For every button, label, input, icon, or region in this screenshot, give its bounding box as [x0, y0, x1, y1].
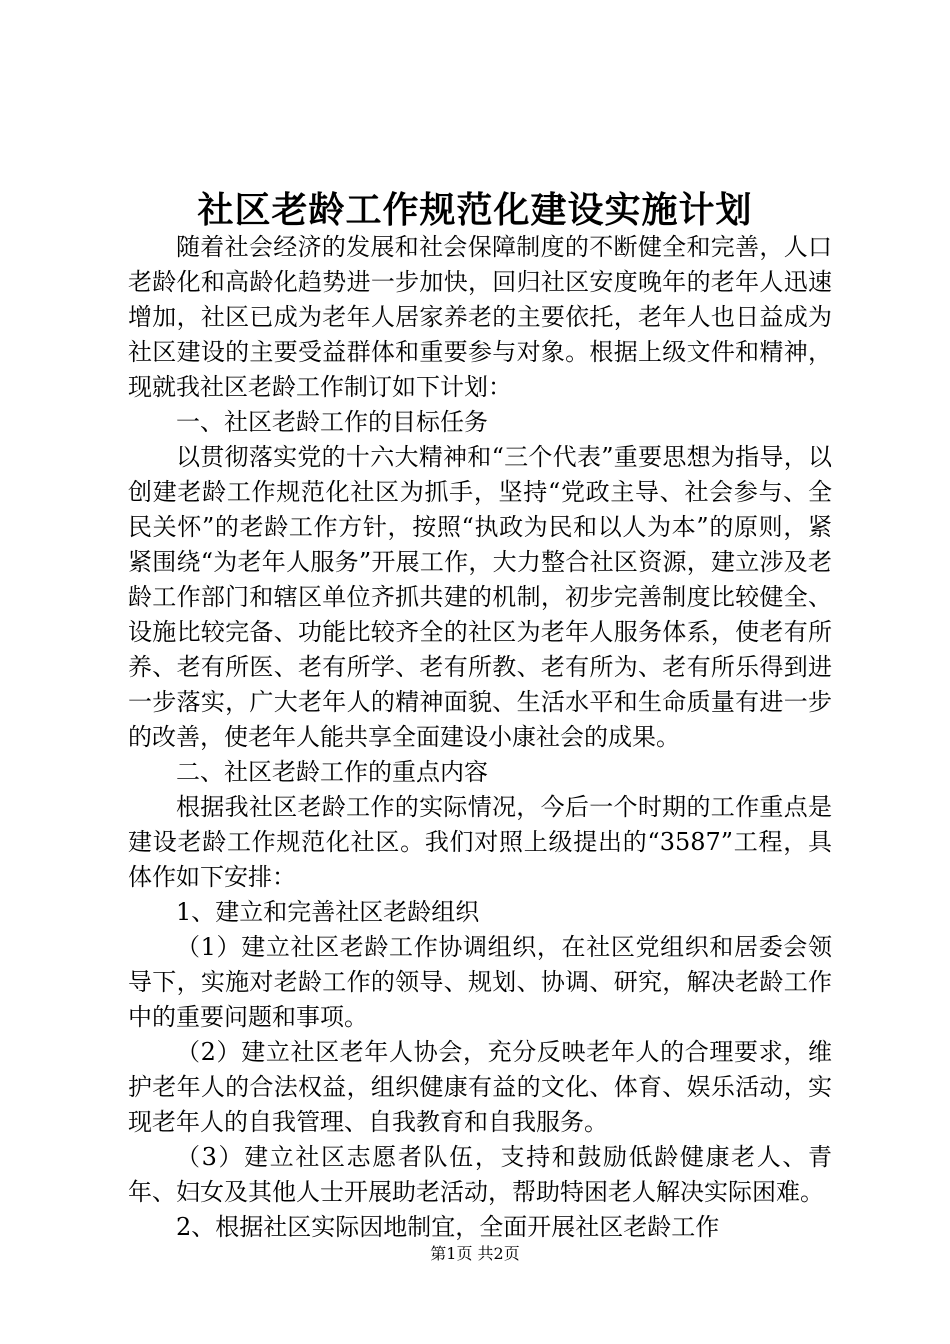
paragraph-intro: 随着社会经济的发展和社会保障制度的不断健全和完善，人口老龄化和高龄化趋势进一步加快，回归社区安度晚年的老年人迅速增加，社区已成为老年人居家养老的主要依托，老年人也日益成为社区建设的主要受益群体和重要参与对象。根据上级文件和精神，现就我社区老龄工作制订如下计划： — [128, 233, 832, 401]
subheading-local-conditions: 2、根据社区实际因地制宜，全面开展社区老龄工作 — [176, 1213, 720, 1241]
document-body — [128, 230, 832, 1245]
page-footer: 第1页 共2页 — [430, 1244, 520, 1263]
subheading-organization: 1、建立和完善社区老龄组织 — [176, 898, 480, 926]
paragraph-key-content: 根据我社区老龄工作的实际情况，今后一个时期的工作重点是建设老龄工作规范化社区。我们对照上级提出的“3587”工程，具体作如下安排： — [128, 793, 832, 891]
list-item-volunteers: （3）建立社区志愿者队伍，支持和鼓励低龄健康老人、青年、妇女及其他人士开展助老活动，帮助特困老人解决实际困难。 — [128, 1143, 832, 1206]
document-title: 社区老龄工作规范化建设实施计划 — [197, 189, 753, 231]
section-heading-key-content: 二、社区老龄工作的重点内容 — [176, 758, 488, 786]
list-item-association: （2）建立社区老年人协会，充分反映老年人的合理要求，维护老年人的合法权益，组织健康有益的文化、体育、娱乐活动，实现老年人的自我管理、自我教育和自我服务。 — [128, 1038, 832, 1136]
paragraph-goals: 以贯彻落实党的十六大精神和“三个代表”重要思想为指导，以创建老龄工作规范化社区为抓手，坚持“党政主导、社会参与、全民关怀”的老龄工作方针，按照“执政为民和以人为本”的原则，紧紧围绕“为老年人服务”开展工作，大力整合社区资源，建立涉及老龄工作部门和辖区单位齐抓共建的机制，初步完善制度比较健全、设施比较完备、功能比较齐全的社区为老年人服务体系，使老有所养、老有所医、老有所学、老有所教、老有所为、老有所乐得到进一步落实，广大老年人的精神面貌、生活水平和生命质量有进一步的改善，使老年人能共享全面建设小康社会的成果。 — [128, 443, 832, 751]
section-heading-goals: 一、社区老龄工作的目标任务 — [176, 408, 488, 436]
list-item-coordination: （1）建立社区老龄工作协调组织，在社区党组织和居委会领导下，实施对老龄工作的领导、规划、协调、研究，解决老龄工作中的重要问题和事项。 — [128, 933, 832, 1031]
